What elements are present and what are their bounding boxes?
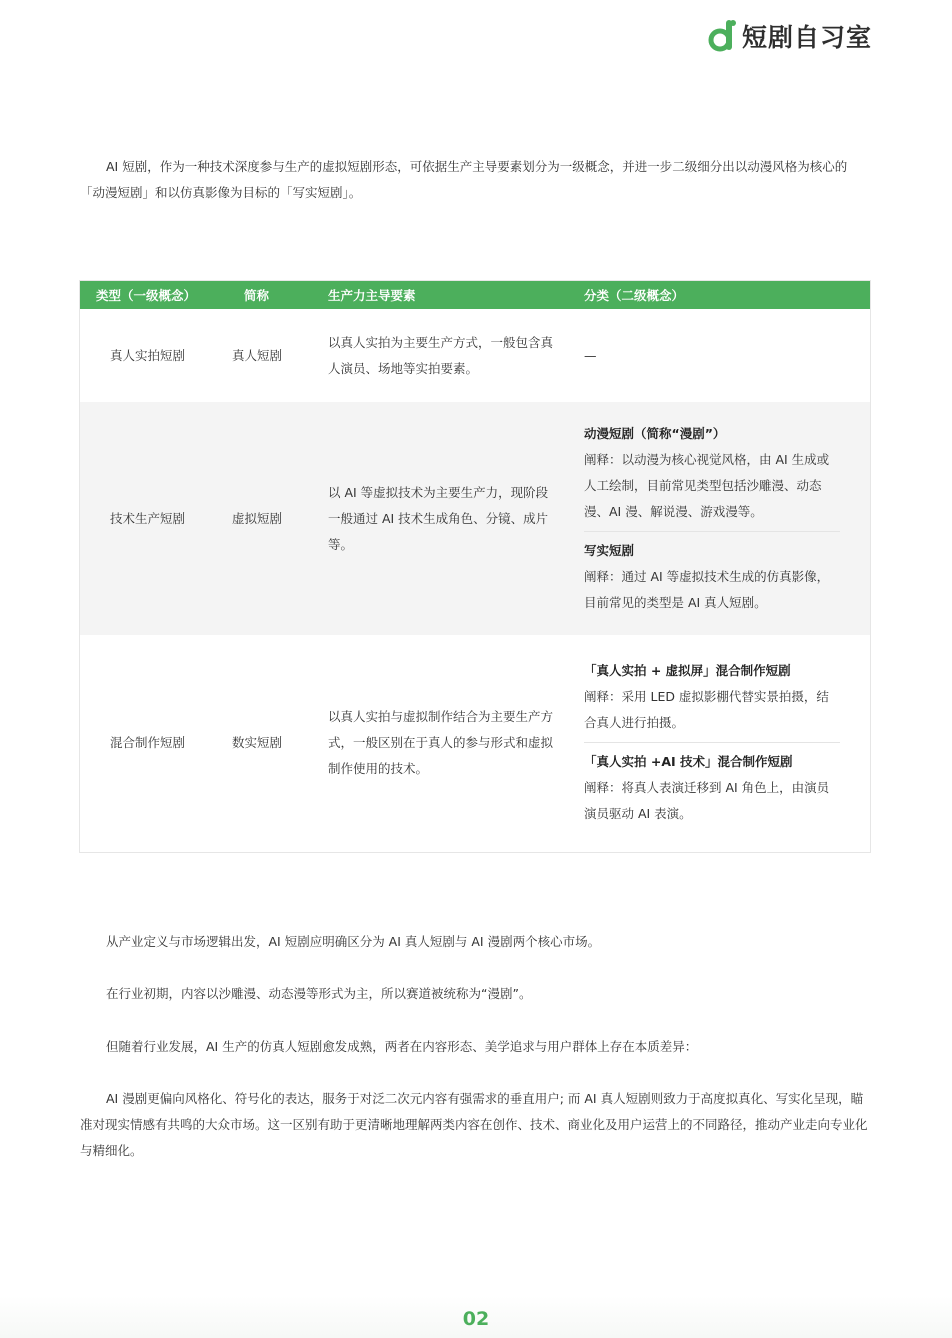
subcategory-desc: 阐释：以动漫为核心视觉风格，由 AI 生成或人工绘制，目前常见类型包括沙雕漫、动态漫、AI 漫、解说漫、游戏漫等。 [584, 452, 830, 519]
subcategory-desc: — [584, 347, 597, 363]
header-type: 类型（一级概念） [80, 281, 230, 309]
intro-paragraph [80, 154, 872, 206]
brand-d-icon [708, 18, 736, 54]
table-row [80, 402, 870, 635]
intro-line-1: AI 短剧，作为一种技术深度参与生产的虚拟短剧形态，可依据生产主导要素划分为一级概念，并进一步二级细分出以动漫风格为核心 [106, 159, 835, 174]
body-paragraph-1: 从产业定义与市场逻辑出发，AI 短剧应明确区分为 AI 真人短剧与 AI 漫剧两个核心市场。 [106, 934, 601, 949]
header-subcategory: 分类（二级概念） [584, 281, 870, 309]
body-paragraph-2: 在行业初期，内容以沙雕漫、动态漫等形式为主，所以赛道被统称为“漫剧”。 [106, 986, 532, 1001]
cell-factor: 以真人实拍为主要生产方式，一般包含真人演员、场地等实拍要素。 [328, 309, 584, 402]
cell-factor: 以真人实拍与虚拟制作结合为主要生产方式，一般区别在于真人的参与形式和虚拟制作使用的技术。 [328, 635, 584, 850]
body-paragraph-4: AI 漫剧更偏向风格化、符号化的表达，服务于对泛二次元内容有强需求的垂直用户; 而 AI 真人短剧则致力于高度拟真化、写实化呈现，瞄准对现实情感有共鸣的大众市场。这一区别有助于更清晰地理解两类内容在创作、技术、商业化及用户运营上的不同路径，推动产业走向专业化与精细化。 [80, 1091, 868, 1158]
cell-factor: 以 AI 等虚拟技术为主要生产力，现阶段一般通过 AI 技术生成角色、分镜、成片等。 [328, 402, 584, 635]
table-row [80, 635, 870, 850]
brand-logo [708, 18, 872, 54]
cell-type: 混合制作短剧 [80, 635, 230, 850]
cell-subcategory [584, 309, 870, 402]
subcategory-title: 「真人实拍 + 虚拟屏」混合制作短剧 [584, 663, 791, 678]
subcategory-item [584, 742, 840, 833]
classification-table [80, 281, 870, 850]
cell-abbr: 真人短剧 [230, 309, 328, 402]
table-header-row [80, 281, 870, 309]
subcategory-title: 写实短剧 [584, 543, 635, 558]
cell-abbr: 虚拟短剧 [230, 402, 328, 635]
subcategory-title: 动漫短剧（简称“漫剧”） [584, 426, 726, 441]
page-number: 02 [462, 1308, 490, 1330]
subcategory-item [584, 415, 840, 531]
subcategory-desc: 阐释：通过 AI 等虚拟技术生成的仿真影像，目前常见的类型是 AI 真人短剧。 [584, 569, 830, 610]
cell-type: 真人实拍短剧 [80, 309, 230, 402]
subcategory-item [584, 531, 840, 622]
header-abbr: 简称 [230, 281, 328, 309]
subcategory-desc: 阐释：采用 LED 虚拟影棚代替实景拍摄，结合真人进行拍摄。 [584, 689, 829, 730]
cell-subcategory [584, 635, 870, 850]
header-factor: 生产力主导要素 [328, 281, 584, 309]
cell-abbr: 数实短剧 [230, 635, 328, 850]
brand-name: 短剧自习室 [741, 23, 872, 52]
subcategory-item [584, 337, 840, 375]
body-paragraph-3: 但随着行业发展，AI 生产的仿真人短剧愈发成熟，两者在内容形态、美学追求与用户群体上存在本质差异： [106, 1039, 698, 1054]
subcategory-title: 「真人实拍 +AI 技术」混合制作短剧 [584, 754, 793, 769]
subcategory-item [584, 652, 840, 742]
table-row [80, 309, 870, 402]
intro-line-2: 的「动漫短剧」和以仿真影像为目标的「写实短剧」。 [80, 159, 848, 200]
subcategory-desc: 阐释：将真人表演迁移到 AI 角色上，由演员演员驱动 AI 表演。 [584, 780, 830, 821]
cell-subcategory [584, 402, 870, 635]
cell-type: 技术生产短剧 [80, 402, 230, 635]
